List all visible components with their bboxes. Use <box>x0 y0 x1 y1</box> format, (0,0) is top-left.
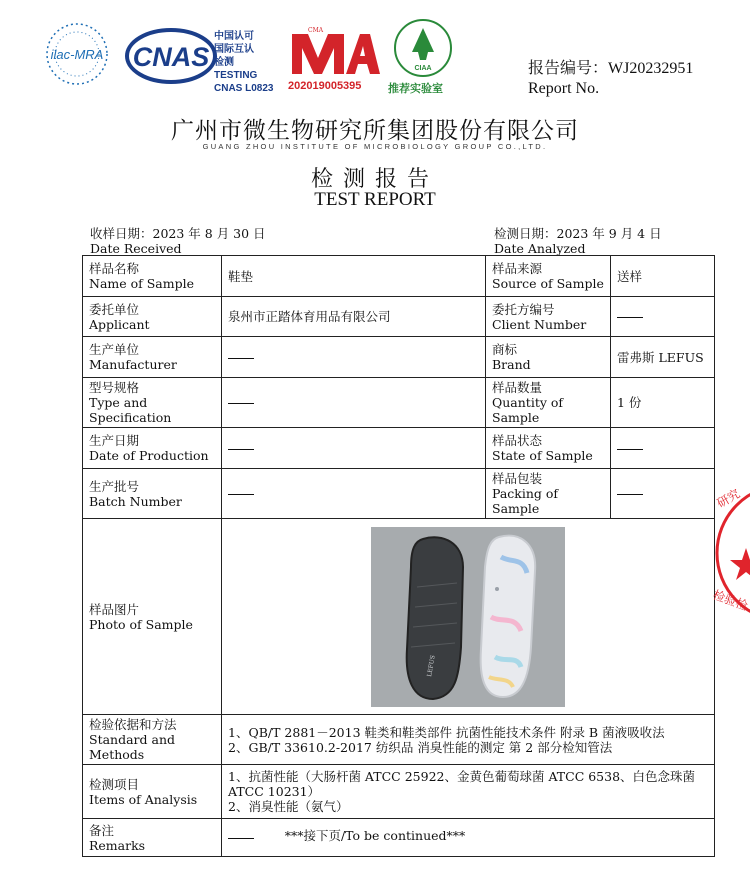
state-value <box>611 428 715 469</box>
cma-number: 202019005395 <box>288 80 362 92</box>
table-row <box>83 765 715 819</box>
ilac-logo-text: ilac-MRA <box>50 47 104 62</box>
empty-dash <box>228 403 254 404</box>
source-value: 送样 <box>611 256 715 297</box>
items-label: 检测项目 Items of Analysis <box>83 765 222 819</box>
batch-number-label: 生产批号 Batch Number <box>83 469 222 519</box>
table-row <box>83 715 715 765</box>
production-date-label: 生产日期 Date of Production <box>83 428 222 469</box>
manufacturer-label: 生产单位 Manufacturer <box>83 337 222 378</box>
sample-info-table <box>82 255 715 857</box>
photo-cell <box>222 519 715 715</box>
date-analyzed: 检测日期：2023 年 9 月 4 日 Date Analyzed <box>494 226 662 256</box>
sample-name-value: 鞋垫 <box>222 256 486 297</box>
date-received-value: 2023 年 8 月 30 日 <box>152 226 266 241</box>
quantity-label: 样品数量 Quantity of Sample <box>486 378 611 428</box>
cma-logo-text: CMA <box>308 27 324 34</box>
client-number-label: 委托方编号 Client Number <box>486 297 611 337</box>
cnas-accreditation-text: 中国认可 国际互认 检测 TESTING CNAS L0823 <box>214 31 274 94</box>
client-number-value <box>611 297 715 337</box>
state-label: 样品状态 State of Sample <box>486 428 611 469</box>
report-no-label: 报告编号： <box>528 58 609 77</box>
remarks-label: 备注 Remarks <box>83 819 222 857</box>
table-row <box>83 297 715 337</box>
applicant-value: 泉州市正踏体育用品有限公司 <box>222 297 486 337</box>
institute-name-cn: 广州市微生物研究所集团股份有限公司 <box>171 118 579 144</box>
batch-number-value <box>222 469 486 519</box>
brand-label: 商标 Brand <box>486 337 611 378</box>
empty-dash <box>228 449 254 450</box>
applicant-label: 委托单位 Applicant <box>83 297 222 337</box>
production-date-value <box>222 428 486 469</box>
sample-name-label: 样品名称 Name of Sample <box>83 256 222 297</box>
packing-label: 样品包装 Packing of Sample <box>486 469 611 519</box>
items-value: 1、抗菌性能（大肠杆菌 ATCC 25922、金黄色葡萄球菌 ATCC 6538、白色念珠菌 ATCC 10231） 2、消臭性能（氨气） <box>222 765 715 819</box>
report-number-block <box>528 58 693 99</box>
continued-note: ***接下页/To be continued*** <box>284 828 466 843</box>
table-row <box>83 469 715 519</box>
sample-photo <box>371 527 565 707</box>
report-no-label-en: Report No. <box>528 80 600 97</box>
insole-brand-text: LEFUS <box>426 654 437 677</box>
ciaa-logo <box>388 18 458 78</box>
report-title-en: TEST REPORT <box>314 189 436 210</box>
ciaa-caption: 推荐实验室 <box>388 82 443 95</box>
logo-bar <box>38 18 458 98</box>
table-row <box>83 256 715 297</box>
ilac-mra-logo <box>38 22 116 86</box>
ciaa-logo-text: CIAA <box>414 65 432 72</box>
cma-logo <box>288 24 383 80</box>
brand-value: 雷弗斯 LEFUS <box>611 337 715 378</box>
report-no-value: WJ20232951 <box>608 60 694 77</box>
table-row <box>83 519 715 715</box>
source-label: 样品来源 Source of Sample <box>486 256 611 297</box>
date-analyzed-value: 2023 年 9 月 4 日 <box>556 226 662 241</box>
empty-dash <box>617 317 643 318</box>
empty-dash <box>228 494 254 495</box>
type-spec-label: 型号规格 Type and Specification <box>83 378 222 428</box>
stamp-text-bottom: 检验检 <box>710 587 750 614</box>
empty-dash <box>228 358 254 359</box>
standard-value: 1、QB/T 2881－2013 鞋类和鞋类部件 抗菌性能技术条件 附录 B 菌液吸收法 2、GB/T 33610.2-2017 纺织品 消臭性能的测定 第 2 部分检知管法 <box>222 715 715 765</box>
empty-dash <box>617 449 643 450</box>
standard-label: 检验依据和方法 Standard and Methods <box>83 715 222 765</box>
empty-dash <box>617 494 643 495</box>
manufacturer-value <box>222 337 486 378</box>
cnas-logo-text: CNAS <box>132 42 210 72</box>
date-received: 收样日期：2023 年 8 月 30 日 Date Received <box>90 226 266 256</box>
report-title-cn: 检测报告 <box>310 167 439 192</box>
institute-name-en: GUANG ZHOU INSTITUTE OF MICROBIOLOGY GROUP CO.,LTD. <box>202 142 548 151</box>
type-spec-value <box>222 378 486 428</box>
packing-value <box>611 469 715 519</box>
photo-label: 样品图片 Photo of Sample <box>83 519 222 715</box>
red-seal-stamp <box>710 478 750 628</box>
stamp-text-top: 研究 <box>714 486 743 511</box>
table-row <box>83 378 715 428</box>
quantity-value: 1 份 <box>611 378 715 428</box>
table-row <box>83 337 715 378</box>
table-row <box>83 428 715 469</box>
